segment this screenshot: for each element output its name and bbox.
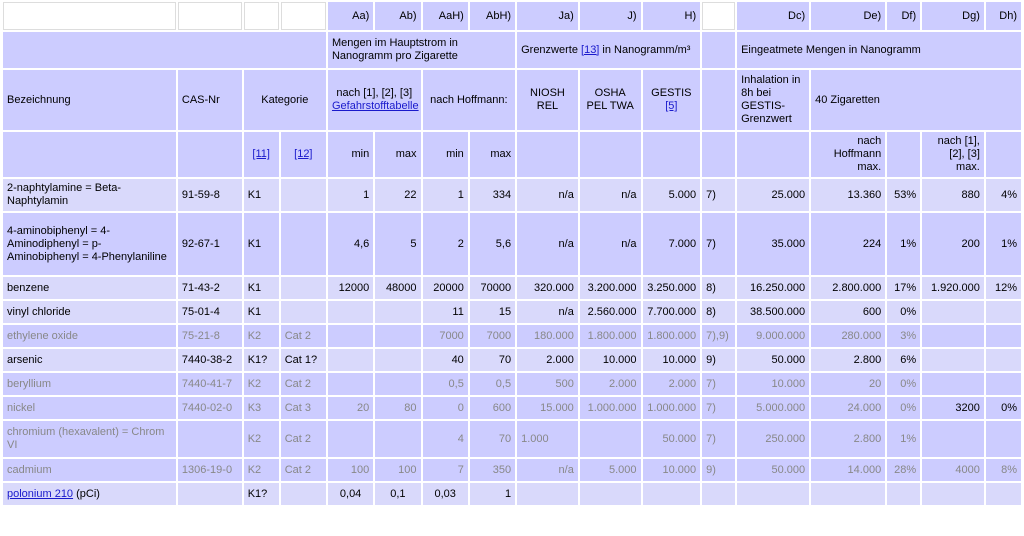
code-j: J) xyxy=(580,2,641,30)
value-ab xyxy=(375,301,420,323)
value-j: n/a xyxy=(580,179,641,211)
cas-number: 71-43-2 xyxy=(178,277,242,299)
value-ab: 80 xyxy=(375,397,420,419)
footnote: 8) xyxy=(702,301,735,323)
value-dh: 0% xyxy=(986,397,1021,419)
value-dh: 1% xyxy=(986,213,1021,275)
cas-number: 91-59-8 xyxy=(178,179,242,211)
subheader-hoffmann-max: nach Hoffmann max. xyxy=(811,132,885,177)
value-df: 0% xyxy=(887,397,920,419)
value-ja: n/a xyxy=(517,213,578,275)
value-df xyxy=(887,483,920,505)
footnote xyxy=(702,483,735,505)
value-abh: 70000 xyxy=(470,277,515,299)
value-ja: 15.000 xyxy=(517,397,578,419)
value-de: 224 xyxy=(811,213,885,275)
code-cell-blank xyxy=(178,2,242,30)
value-aa xyxy=(328,349,373,371)
cas-number: 92-67-1 xyxy=(178,213,242,275)
group-mengen: Mengen im Hauptstrom in Nanogramm pro Zigarette xyxy=(328,32,515,68)
header-osha: OSHA PEL TWA xyxy=(580,70,641,130)
value-aah: 7000 xyxy=(423,325,468,347)
code-cell-blank xyxy=(281,2,326,30)
value-dh: 12% xyxy=(986,277,1021,299)
group-eingeatmet: Eingeatmete Mengen in Nanogramm xyxy=(737,32,1021,68)
value-abh: 70 xyxy=(470,421,515,457)
value-dh xyxy=(986,373,1021,395)
value-de: 20 xyxy=(811,373,885,395)
cas-number: 1306-19-0 xyxy=(178,459,242,481)
value-df: 0% xyxy=(887,301,920,323)
value-j: 2.560.000 xyxy=(580,301,641,323)
value-aa: 12000 xyxy=(328,277,373,299)
cas-number: 7440-02-0 xyxy=(178,397,242,419)
code-cell-blank xyxy=(244,2,279,30)
value-h: 7.000 xyxy=(643,213,701,275)
gefahrstofftabelle-link[interactable]: Gefahrstofftabelle xyxy=(331,100,419,112)
category-k: K2 xyxy=(244,325,279,347)
value-ab xyxy=(375,373,420,395)
value-dc: 10.000 xyxy=(737,373,809,395)
value-aah: 1 xyxy=(423,179,468,211)
footnote: 9) xyxy=(702,459,735,481)
value-aa xyxy=(328,325,373,347)
substance-name: 2-naphtylamine = Beta-Naphtylamin xyxy=(3,179,176,211)
value-df: 1% xyxy=(887,213,920,275)
footnote: 7) xyxy=(702,373,735,395)
table-row xyxy=(3,277,1021,299)
value-dg xyxy=(922,373,984,395)
table-row xyxy=(3,373,1021,395)
substance-name: vinyl chloride xyxy=(3,301,176,323)
value-abh: 1 xyxy=(470,483,515,505)
value-dc: 9.000.000 xyxy=(737,325,809,347)
code-df: Df) xyxy=(887,2,920,30)
value-dg: 200 xyxy=(922,213,984,275)
footnote: 7) xyxy=(702,179,735,211)
value-aa xyxy=(328,421,373,457)
header-row xyxy=(3,70,1021,130)
value-dh: 8% xyxy=(986,459,1021,481)
footnote: 7) xyxy=(702,421,735,457)
value-df: 1% xyxy=(887,421,920,457)
category-k: K1? xyxy=(244,349,279,371)
value-aah: 11 xyxy=(423,301,468,323)
value-abh: 5,6 xyxy=(470,213,515,275)
value-aa xyxy=(328,301,373,323)
table-row xyxy=(3,213,1021,275)
value-dh xyxy=(986,325,1021,347)
value-dc: 25.000 xyxy=(737,179,809,211)
footnote: 7) xyxy=(702,213,735,275)
subheader-blank xyxy=(986,132,1021,177)
value-ja: n/a xyxy=(517,179,578,211)
ref-13-link[interactable]: [13] xyxy=(581,43,600,56)
cas-number xyxy=(178,421,242,457)
value-aa: 4,6 xyxy=(328,213,373,275)
footnote: 7),9) xyxy=(702,325,735,347)
category-k: K2 xyxy=(244,459,279,481)
value-aah: 0 xyxy=(423,397,468,419)
value-h: 1.800.000 xyxy=(643,325,701,347)
category-cat: Cat 1? xyxy=(281,349,326,371)
value-dg: 1.920.000 xyxy=(922,277,984,299)
group-cell-blank xyxy=(702,32,735,68)
subheader-refs-max: nach [1], [2], [3] max. xyxy=(922,132,984,177)
table-row xyxy=(3,179,1021,211)
value-dc: 16.250.000 xyxy=(737,277,809,299)
code-dh: Dh) xyxy=(986,2,1021,30)
value-ab: 0,1 xyxy=(375,483,420,505)
category-k: K3 xyxy=(244,397,279,419)
code-h: H) xyxy=(643,2,701,30)
group-row xyxy=(3,32,1021,68)
substance-name: arsenic xyxy=(3,349,176,371)
code-ab: Ab) xyxy=(375,2,420,30)
value-aa: 1 xyxy=(328,179,373,211)
value-dc: 5.000.000 xyxy=(737,397,809,419)
value-dh: 4% xyxy=(986,179,1021,211)
subheader-max: max xyxy=(375,132,420,177)
table-row xyxy=(3,483,1021,505)
value-df: 28% xyxy=(887,459,920,481)
subheader-ref-11 xyxy=(244,132,279,177)
ref-12-link[interactable]: [12] xyxy=(294,148,313,160)
category-cat: Cat 2 xyxy=(281,373,326,395)
table-row xyxy=(3,421,1021,457)
value-dh xyxy=(986,421,1021,457)
value-df: 17% xyxy=(887,277,920,299)
value-dc: 50.000 xyxy=(737,459,809,481)
value-abh: 7000 xyxy=(470,325,515,347)
value-ja: 500 xyxy=(517,373,578,395)
value-dg: 4000 xyxy=(922,459,984,481)
category-cat xyxy=(281,277,326,299)
cas-number xyxy=(178,483,242,505)
subheader-blank xyxy=(517,132,578,177)
category-cat xyxy=(281,483,326,505)
value-abh: 15 xyxy=(470,301,515,323)
value-h: 50.000 xyxy=(643,421,701,457)
value-ab: 100 xyxy=(375,459,420,481)
substance-name: nickel xyxy=(3,397,176,419)
category-cat xyxy=(281,179,326,211)
value-de: 24.000 xyxy=(811,397,885,419)
value-df: 0% xyxy=(887,373,920,395)
value-dg: 3200 xyxy=(922,397,984,419)
value-h: 1.000.000 xyxy=(643,397,701,419)
subheader-row xyxy=(3,132,1021,177)
value-abh: 334 xyxy=(470,179,515,211)
value-h: 5.000 xyxy=(643,179,701,211)
table-row xyxy=(3,397,1021,419)
value-de: 2.800 xyxy=(811,349,885,371)
value-ja: 320.000 xyxy=(517,277,578,299)
value-de: 2.800 xyxy=(811,421,885,457)
value-aa: 0,04 xyxy=(328,483,373,505)
value-abh: 0,5 xyxy=(470,373,515,395)
table-row xyxy=(3,325,1021,347)
value-j: 1.800.000 xyxy=(580,325,641,347)
value-dg xyxy=(922,483,984,505)
substance-name: chromium (hexavalent) = Chrom VI xyxy=(3,421,176,457)
value-aah: 20000 xyxy=(423,277,468,299)
cas-number: 75-21-8 xyxy=(178,325,242,347)
category-cat xyxy=(281,213,326,275)
subheader-ref-12 xyxy=(281,132,326,177)
ref-5-link[interactable]: [5] xyxy=(665,100,678,112)
category-k: K1? xyxy=(244,483,279,505)
substance-name: ethylene oxide xyxy=(3,325,176,347)
value-dg xyxy=(922,349,984,371)
category-k: K1 xyxy=(244,301,279,323)
value-de: 600 xyxy=(811,301,885,323)
value-ab: 48000 xyxy=(375,277,420,299)
header-bezeichnung: Bezeichnung xyxy=(3,70,176,130)
value-de: 2.800.000 xyxy=(811,277,885,299)
value-j: 3.200.000 xyxy=(580,277,641,299)
value-aah: 4 xyxy=(423,421,468,457)
code-de: De) xyxy=(811,2,885,30)
value-j xyxy=(580,421,641,457)
value-j: n/a xyxy=(580,213,641,275)
subheader-blank xyxy=(737,132,809,177)
header-niosh: NIOSH REL xyxy=(517,70,578,130)
code-ja: Ja) xyxy=(517,2,578,30)
value-dh xyxy=(986,301,1021,323)
header-40-zigaretten: 40 Zigaretten xyxy=(811,70,1021,130)
value-j xyxy=(580,483,641,505)
category-k: K2 xyxy=(244,421,279,457)
code-dg: Dg) xyxy=(922,2,984,30)
category-cat xyxy=(281,301,326,323)
header-nach-refs: nach [1], [2], [3] Gefahrstofftabelle xyxy=(328,70,421,130)
category-cat: Cat 2 xyxy=(281,421,326,457)
subheader-min: min xyxy=(328,132,373,177)
value-dc: 250.000 xyxy=(737,421,809,457)
category-k: K1 xyxy=(244,277,279,299)
value-dg: 880 xyxy=(922,179,984,211)
subheader-blank xyxy=(580,132,641,177)
substance-name: 4-aminobiphenyl = 4-Aminodiphenyl = p-Aminobiphenyl = 4-Phenylaniline xyxy=(3,213,176,275)
value-h: 10.000 xyxy=(643,349,701,371)
value-aah: 0,5 xyxy=(423,373,468,395)
value-de: 13.360 xyxy=(811,179,885,211)
value-ab: 22 xyxy=(375,179,420,211)
category-k: K2 xyxy=(244,373,279,395)
cas-number: 7440-41-7 xyxy=(178,373,242,395)
value-dc: 38.500.000 xyxy=(737,301,809,323)
substance-name: cadmium xyxy=(3,459,176,481)
value-h: 10.000 xyxy=(643,459,701,481)
value-aa xyxy=(328,373,373,395)
header-kategorie: Kategorie xyxy=(244,70,326,130)
table-row xyxy=(3,301,1021,323)
cas-number: 7440-38-2 xyxy=(178,349,242,371)
value-df: 6% xyxy=(887,349,920,371)
code-cell-blank xyxy=(702,2,735,30)
value-ja: 2.000 xyxy=(517,349,578,371)
polonium-link[interactable]: polonium 210 xyxy=(7,487,74,500)
category-k: K1 xyxy=(244,179,279,211)
subheader-max: max xyxy=(470,132,515,177)
subheader-blank xyxy=(3,132,176,177)
cas-number: 75-01-4 xyxy=(178,301,242,323)
value-j: 10.000 xyxy=(580,349,641,371)
value-df: 53% xyxy=(887,179,920,211)
value-df: 3% xyxy=(887,325,920,347)
value-aah: 7 xyxy=(423,459,468,481)
substance-name: beryllium xyxy=(3,373,176,395)
value-de: 280.000 xyxy=(811,325,885,347)
value-aa: 100 xyxy=(328,459,373,481)
value-aa: 20 xyxy=(328,397,373,419)
value-ab: 5 xyxy=(375,213,420,275)
value-de xyxy=(811,483,885,505)
header-gestis: GESTIS [5] xyxy=(643,70,701,130)
value-ja xyxy=(517,483,578,505)
subheader-min: min xyxy=(423,132,468,177)
value-dg xyxy=(922,301,984,323)
value-ab xyxy=(375,349,420,371)
carcinogens-table xyxy=(1,0,1023,507)
table-row xyxy=(3,459,1021,481)
code-cell-blank xyxy=(3,2,176,30)
value-de: 14.000 xyxy=(811,459,885,481)
group-cell-blank xyxy=(3,32,326,68)
subheader-blank xyxy=(702,132,735,177)
header-blank xyxy=(702,70,735,130)
value-ab xyxy=(375,325,420,347)
substance-name: polonium 210 (pCi) xyxy=(3,483,176,505)
group-grenzwerte: Grenzwerte [13] in Nanogramm/m³ xyxy=(517,32,700,68)
value-ja: n/a xyxy=(517,301,578,323)
value-dc: 50.000 xyxy=(737,349,809,371)
value-dh xyxy=(986,349,1021,371)
value-abh: 70 xyxy=(470,349,515,371)
value-ja: 180.000 xyxy=(517,325,578,347)
category-cat: Cat 2 xyxy=(281,325,326,347)
code-row xyxy=(3,2,1021,30)
substance-name: benzene xyxy=(3,277,176,299)
header-inhalation: Inhalation in 8h bei GESTIS-Grenzwert xyxy=(737,70,809,130)
code-dc: Dc) xyxy=(737,2,809,30)
ref-11-link[interactable]: [11] xyxy=(252,148,270,160)
value-dg xyxy=(922,325,984,347)
category-cat: Cat 2 xyxy=(281,459,326,481)
category-k: K1 xyxy=(244,213,279,275)
code-abh: AbH) xyxy=(470,2,515,30)
value-aah: 2 xyxy=(423,213,468,275)
value-ja: 1.000 xyxy=(517,421,578,457)
value-dh xyxy=(986,483,1021,505)
category-cat: Cat 3 xyxy=(281,397,326,419)
footnote: 8) xyxy=(702,277,735,299)
table-row xyxy=(3,349,1021,371)
value-h: 3.250.000 xyxy=(643,277,701,299)
value-ab xyxy=(375,421,420,457)
code-aah: AaH) xyxy=(423,2,468,30)
subheader-blank xyxy=(178,132,242,177)
value-abh: 600 xyxy=(470,397,515,419)
value-h xyxy=(643,483,701,505)
value-dg xyxy=(922,421,984,457)
value-j: 2.000 xyxy=(580,373,641,395)
footnote: 7) xyxy=(702,397,735,419)
value-ja: n/a xyxy=(517,459,578,481)
value-j: 5.000 xyxy=(580,459,641,481)
footnote: 9) xyxy=(702,349,735,371)
value-abh: 350 xyxy=(470,459,515,481)
value-aah: 40 xyxy=(423,349,468,371)
value-j: 1.000.000 xyxy=(580,397,641,419)
header-cas: CAS-Nr xyxy=(178,70,242,130)
value-h: 7.700.000 xyxy=(643,301,701,323)
subheader-blank xyxy=(643,132,701,177)
value-dc xyxy=(737,483,809,505)
value-dc: 35.000 xyxy=(737,213,809,275)
header-hoffmann: nach Hoffmann: xyxy=(423,70,516,130)
value-aah: 0,03 xyxy=(423,483,468,505)
value-h: 2.000 xyxy=(643,373,701,395)
subheader-blank xyxy=(887,132,920,177)
code-aa: Aa) xyxy=(328,2,373,30)
